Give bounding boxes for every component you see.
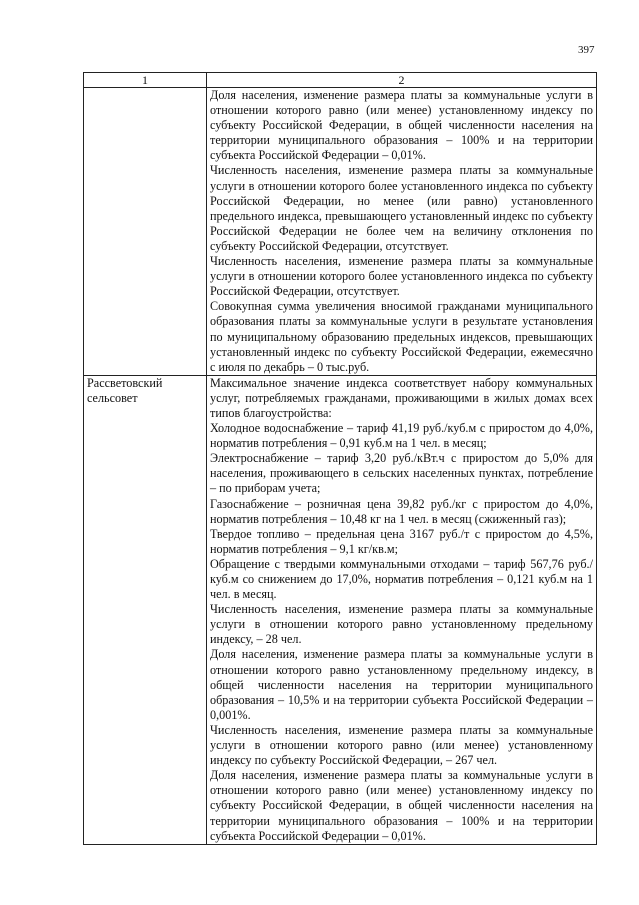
row-content xyxy=(207,375,597,844)
paragraph: Совокупная сумма увеличения вносимой гражданами муниципального образования платы за коммунальные услуги в результате установления по муниципальному образованию предельных индексов, превышающих установленный индекс по субъекту Российской Федерации, ежемесячно с июля по декабрь – 0 тыс.руб. xyxy=(210,299,593,374)
paragraph: Численность населения, изменение размера платы за коммунальные услуги в отношении которого более установленного индекса по субъекту Российской Федерации, но менее (или равно) установленного предельного индекса, превышающего установленный индекс по субъекту Российской Федерации не более чем на величину отклонения по субъекту Российской Федерации, отсутствует. xyxy=(210,163,593,253)
data-table xyxy=(83,72,597,845)
row-label: Рассветовский сельсовет xyxy=(84,375,207,844)
table-row xyxy=(84,375,597,844)
paragraph: Доля населения, изменение размера платы за коммунальные услуги в отношении которого равно (или менее) установленному индексу по субъекту Российской Федерации, в общей численности населения на территории муниципального образования – 100% и на территории субъекта Российской Федерации – 0,01%. xyxy=(210,88,593,163)
paragraph: Максимальное значение индекса соответствует набору коммунальных услуг, потребляемых гражданами, проживающими в жилых домах всех типов благоустройства: xyxy=(210,375,593,420)
paragraph: Обращение с твердыми коммунальными отходами – тариф 567,76 руб./куб.м со снижением до 17,0%, норматив потребления – 0,121 куб.м на 1 чел. в месяц. xyxy=(210,556,593,602)
table-row xyxy=(84,88,597,376)
paragraph: Газоснабжение – розничная цена 39,82 руб./кг с приростом до 4,0%, норматив потребления – 10,48 кг на 1 чел. в месяц (сжиженный газ); xyxy=(210,496,593,526)
paragraph: Численность населения, изменение размера платы за коммунальные услуги в отношении которого равно (или менее) установленному индексу по субъекту Российской Федерации, – 267 чел. xyxy=(210,722,593,768)
row-label xyxy=(84,88,207,376)
paragraph: Доля населения, изменение размера платы за коммунальные услуги в отношении которого равно установленному предельному индексу, в общей численности населения на территории муниципального образования – 10,5% и на территории субъекта Российской Федерации – 0,001%. xyxy=(210,647,593,722)
paragraph: Численность населения, изменение размера платы за коммунальные услуги в отношении которого равно установленному предельному индексу, – 28 чел. xyxy=(210,602,593,647)
row-content xyxy=(207,88,597,376)
header-col-2: 2 xyxy=(207,73,597,88)
header-col-1: 1 xyxy=(84,73,207,88)
paragraph: Доля населения, изменение размера платы за коммунальные услуги в отношении которого равно (или менее) установленному индексу по субъекту Российской Федерации, в общей численности населения на территории муниципального образования – 100% и на территории субъекта Российской Федерации – 0,01%. xyxy=(210,768,593,843)
paragraph: Численность населения, изменение размера платы за коммунальные услуги в отношении которого более установленного индекса по субъекту Российской Федерации, отсутствует. xyxy=(210,254,593,299)
paragraph: Электроснабжение – тариф 3,20 руб./кВт.ч с приростом до 5,0% для населения, проживающего в сельских населенных пунктах, потребление – по приборам учета; xyxy=(210,451,593,496)
page-number: 397 xyxy=(578,44,595,56)
paragraph: Твердое топливо – предельная цена 3167 руб./т с приростом до 4,5%, норматив потребления – 9,1 кг/кв.м; xyxy=(210,526,593,556)
paragraph: Холодное водоснабжение – тариф 41,19 руб./куб.м с приростом до 4,0%, норматив потребления – 0,91 куб.м на 1 чел. в месяц; xyxy=(210,421,593,451)
table-header-row xyxy=(84,73,597,88)
